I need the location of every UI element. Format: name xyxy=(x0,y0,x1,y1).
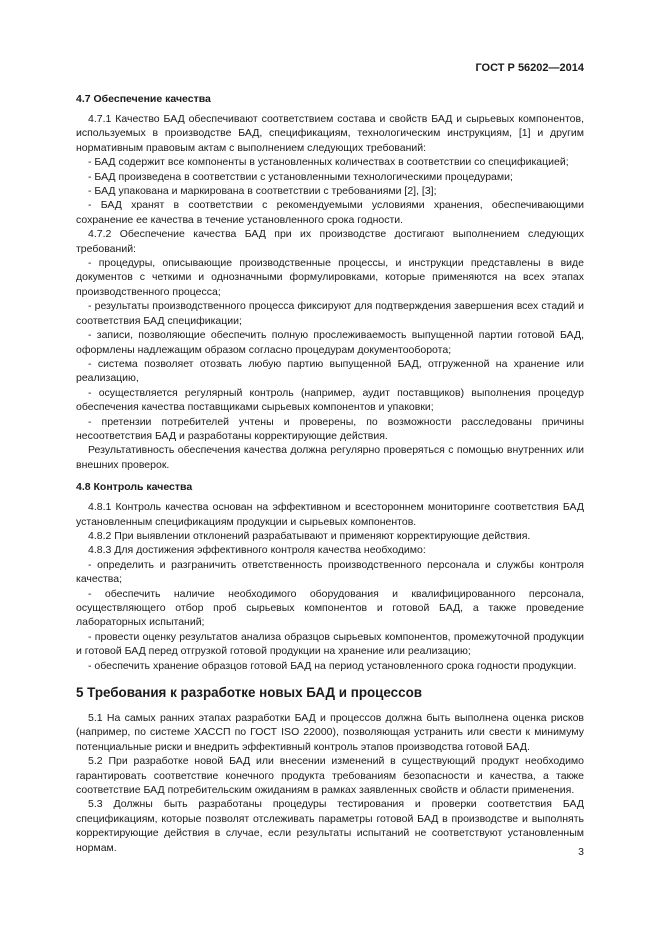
list-item: - определить и разграничить ответственность производственного персонала и службы контроля качества; xyxy=(76,558,584,586)
section-4-7-title: 4.7 Обеспечение качества xyxy=(76,93,211,105)
paragraph: 4.8.2 При выявлении отклонений разрабатывают и применяют корректирующие действия. xyxy=(88,529,531,542)
list-item: - обеспечить наличие необходимого оборудования и квалифицированного персонала, осуществляющего отбор проб сырьевых компонентов и готовой БАД, а также проведение лабораторных испытаний; xyxy=(76,587,584,629)
paragraph: 5.3 Должны быть разработаны процедуры тестирования и проверки соответствия БАД спецификациям, которые позволят отслеживать параметры готовой БАД в производстве и выполнять корректирующие действия в случае, если результаты испытаний не соответствуют установленным нормам. xyxy=(76,798,584,854)
list-item: - осуществляется регулярный контроль (например, аудит поставщиков) выполнения процедур обеспечения качества поставщиками сырьевых компонентов и упаковки; xyxy=(76,386,584,414)
list-item: - БАД хранят в соответствии с рекомендуемыми условиями хранения, обеспечивающими сохранение ее качества в течение установленного срока годности. xyxy=(76,199,584,226)
list-item: - БАД упакована и маркирована в соответствии с требованиями [2], [3]; xyxy=(88,185,437,198)
document-code: ГОСТ Р 56202—2014 xyxy=(475,62,584,74)
paragraph: 4.7.1 Качество БАД обеспечивают соответствием состава и свойств БАД и сырьевых компонентов, используемых в производстве БАД, спецификациям, технологическим инструкциям, [1] и другим нормативным правовым актам с выполнением следующих требований: xyxy=(76,113,584,154)
list-item: - претензии потребителей учтены и проверены, по возможности расследованы причины несоответствия БАД и разработаны корректирующие действия. xyxy=(76,415,584,442)
section-4-8-title: 4.8 Контроль качества xyxy=(76,481,193,494)
list-item: - результаты производственного процесса фиксируют для подтверждения завершения всех стадий и соответствия БАД спецификации; xyxy=(76,300,584,327)
list-item: - записи, позволяющие обеспечить полную прослеживаемость выпущенной партии готовой БАД, оформлены надлежащим образом согласно процедурам документооборота; xyxy=(76,329,584,356)
paragraph: Результативность обеспечения качества должна регулярно проверяться с помощью внутренних или внешних проверок. xyxy=(76,444,584,471)
list-item: - процедуры, описывающие производственные процессы, и инструкции представлены в виде документов с четкими и однозначными формулировками, которые применяются на всех этапах производственного процесса; xyxy=(76,257,584,298)
page-content xyxy=(76,92,584,855)
paragraph: 4.7.2 Обеспечение качества БАД при их производстве достигают выполнением следующих требований: xyxy=(76,228,584,255)
paragraph: 5.1 На самых ранних этапах разработки БАД и процессов должна быть выполнена оценка рисков (например, по системе ХАССП по ГОСТ ISO 22000), позволяющая устранить или свести к минимуму потенциальные риски и внедрить эффективный контроль этапов производства готовой БАД. xyxy=(76,712,584,753)
list-item: - БАД произведена в соответствии с установленными технологическими процедурами; xyxy=(88,170,513,183)
paragraph: 4.8.3 Для достижения эффективного контроля качества необходимо: xyxy=(88,544,426,557)
list-item: - обеспечить хранение образцов готовой БАД на период установленного срока годности продукции. xyxy=(88,659,577,672)
paragraph: 5.2 При разработке новой БАД или внесении изменений в существующий продукт необходимо гарантировать соответствие конечного продукта требованиям безопасности и качества, а также соответствие БАД потребительским ожиданиям в рамках заявленных свойств и области применения. xyxy=(76,755,584,797)
chapter-5-title: 5 Требования к разработке новых БАД и процессов xyxy=(76,685,422,701)
paragraph: 4.8.1 Контроль качества основан на эффективном и всестороннем мониторинге соответствия БАД установленным спецификациям продукции и сырьевых компонентов. xyxy=(76,501,584,528)
list-item: - провести оценку результатов анализа образцов сырьевых компонентов, промежуточной продукции и готовой БАД перед отгрузкой готовой продукции на хранение или реализацию; xyxy=(76,630,584,658)
page-number: 3 xyxy=(578,846,584,858)
list-item: - БАД содержит все компоненты в установленных количествах в соответствии со спецификацией; xyxy=(88,156,569,169)
list-item: - система позволяет отозвать любую партию выпущенной БАД, отгруженной на хранение или реализацию, xyxy=(76,357,584,385)
